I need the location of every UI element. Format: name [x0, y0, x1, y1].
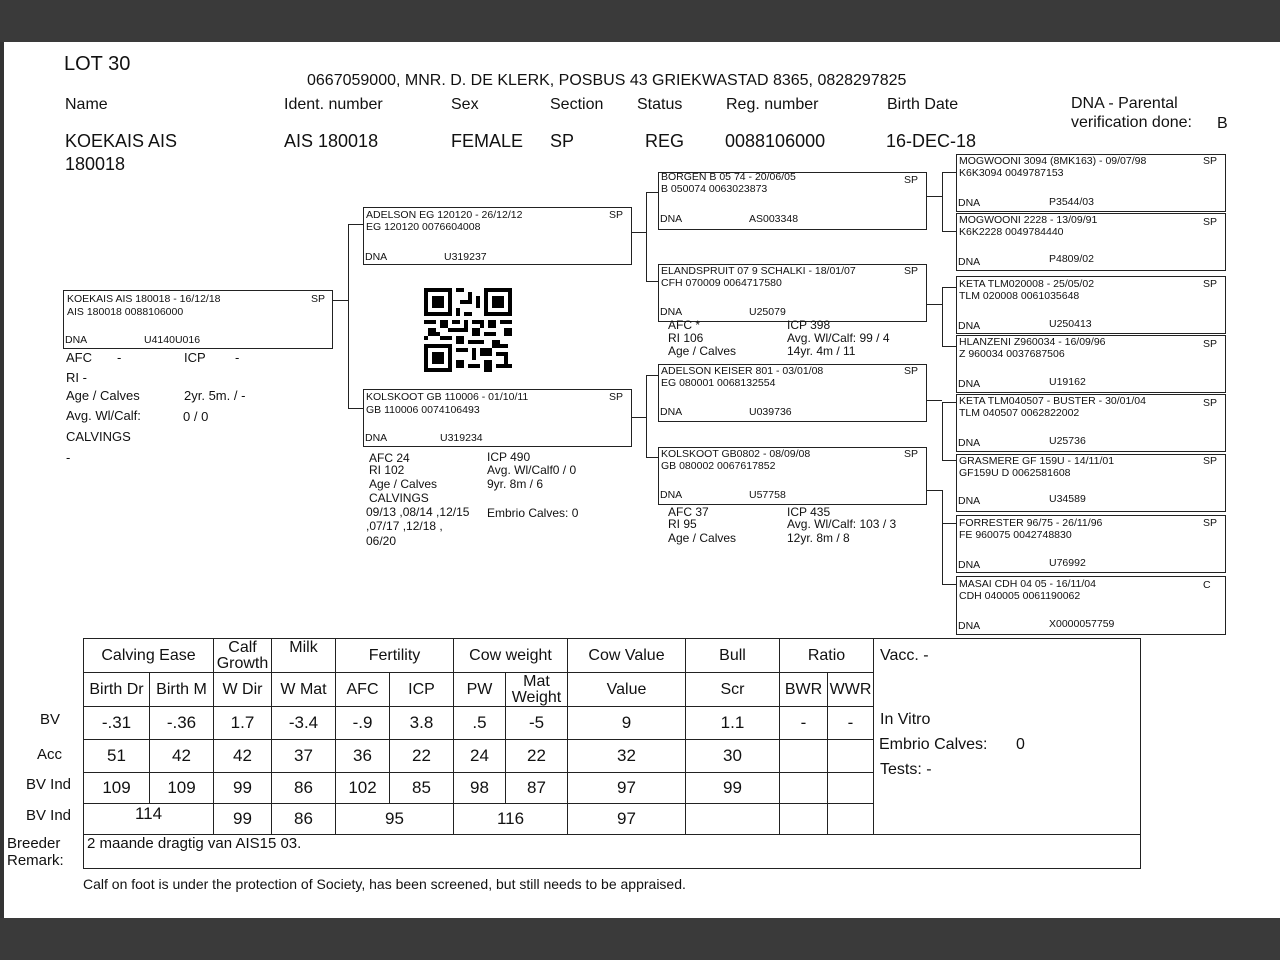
bv-cell: -.36: [150, 707, 214, 740]
gp4-age-label: Age / Calves: [668, 531, 737, 545]
ggp-box-2: MOGWOONI 2228 - 13/09/91 SP K6K2228 0049784440 DNA P4809/02: [956, 213, 1226, 271]
sire-pedigree-box: ADELSON EG 120120 - 26/12/12 SP EG 120120 0076604008 DNA U319237: [363, 207, 632, 265]
dna-verification-value: B: [1217, 115, 1228, 132]
subject-ri: RI -: [66, 370, 87, 385]
acc-cell: 30: [686, 740, 780, 773]
sub-header: ICP: [390, 673, 454, 707]
gp1-icp: ICP 398: [787, 318, 831, 332]
dam-calvings-3: 06/20: [366, 534, 397, 548]
group-cow-weight: Cow weight: [454, 639, 568, 673]
group-cow-value: Cow Value: [568, 639, 686, 673]
bvind2-cell: [686, 804, 780, 835]
sub-header: Birth M: [150, 673, 214, 707]
animal-sex: FEMALE: [451, 131, 524, 151]
bv-cell: -: [828, 707, 874, 740]
dam-age: 9yr. 8m / 6: [487, 477, 544, 491]
header-name: Name: [65, 96, 108, 113]
header-dna-1: DNA - Parental: [1071, 95, 1178, 112]
dam-pedigree-box: KOLSKOOT GB 110006 - 01/10/11 SP GB 110006 0074106493 DNA U319234: [363, 389, 632, 447]
header-section: Section: [550, 96, 604, 113]
bvind-cell: 109: [150, 773, 214, 804]
bv-cell: 3.8: [390, 707, 454, 740]
bv-cell: 1.1: [686, 707, 780, 740]
bv-cell: -.9: [336, 707, 390, 740]
bvind2-cell: 114: [84, 804, 214, 835]
animal-birth: 16-DEC-18: [886, 131, 977, 151]
gp1-afc: AFC *: [668, 318, 701, 332]
lot-number: LOT 30: [64, 53, 131, 75]
top-bar: [0, 0, 1280, 42]
dam-icp: ICP 490: [487, 450, 531, 464]
sub-header: W Dir: [214, 673, 272, 707]
acc-cell: 37: [272, 740, 336, 773]
gp-box-1: BORGEN B 05 74 - 20/06/05 SP B 050074 0063023873 DNA AS003348: [658, 172, 927, 230]
remark-label: Remark:: [7, 852, 64, 869]
ggp-box-4: HLANZENI Z960034 - 16/09/96 SP Z 960034 0037687506 DNA U19162: [956, 335, 1226, 393]
animal-ident: AIS 180018: [284, 131, 379, 151]
group-milk: Milk: [272, 639, 336, 673]
footer-note: Calf on foot is under the protection of Society, has been screened, but still needs to be appraised.: [83, 876, 686, 892]
acc-cell: 24: [454, 740, 506, 773]
dam-calvings-1: 09/13 ,08/14 ,12/15: [366, 505, 470, 519]
bvind-cell: [828, 773, 874, 804]
animal-status: REG: [645, 131, 685, 151]
row-label-bvind: BV Ind: [26, 776, 72, 793]
bv-cell: -5: [506, 707, 568, 740]
embrio-calves-value: 0: [1016, 736, 1025, 753]
dam-embrio: Embrio Calves: 0: [487, 506, 579, 520]
group-bull: Bull: [686, 639, 780, 673]
bvind-cell: 86: [272, 773, 336, 804]
embrio-calves-label: Embrio Calves:: [879, 736, 988, 753]
dam-ri: RI 102: [369, 463, 405, 477]
bvind-cell: 85: [390, 773, 454, 804]
subject-age: 2yr. 5m. / -: [184, 388, 246, 403]
ggp-box-8: MASAI CDH 04 05 - 16/11/04 C CDH 040005 0061190062 DNA X0000057759: [956, 576, 1226, 635]
bvind-cell: 98: [454, 773, 506, 804]
breeding-values-table: [83, 638, 1141, 869]
acc-cell: 51: [84, 740, 150, 773]
gp4-wl: Avg. Wl/Calf: 103 / 3: [787, 517, 897, 531]
bvind2-cell: [780, 804, 828, 835]
gp1-age: 14yr. 4m / 11: [787, 344, 856, 358]
gp4-afc: AFC 37: [668, 505, 709, 519]
sub-header: AFC: [336, 673, 390, 707]
sub-header: BWR: [780, 673, 828, 707]
row-label-bvind-2: BV Ind: [26, 807, 72, 824]
acc-cell: 36: [336, 740, 390, 773]
animal-section: SP: [550, 131, 575, 151]
dam-calvings-2: ,07/17 ,12/18 ,: [366, 519, 443, 533]
dam-afc: AFC 24: [369, 451, 410, 465]
sub-header: Scr: [686, 673, 780, 707]
animal-name: KOEKAIS AIS: [65, 131, 178, 151]
bvind-cell: [780, 773, 828, 804]
group-fertility: Fertility: [336, 639, 454, 673]
subject-age-label: Age / Calves: [66, 388, 140, 403]
bvind-cell: 99: [686, 773, 780, 804]
acc-cell: 22: [506, 740, 568, 773]
bvind-cell: 87: [506, 773, 568, 804]
gp1-wl: Avg. Wl/Calf: 99 / 4: [787, 331, 890, 345]
in-vitro-label: In Vitro: [880, 711, 931, 728]
breeder-remark: 2 maande dragtig van AIS15 03.: [84, 835, 1141, 869]
gp-box-3: ADELSON KEISER 801 - 03/01/08 SP EG 080001 0068132554 DNA U039736: [658, 364, 927, 422]
group-ratio: Ratio: [780, 639, 874, 673]
header-dna-2: verification done:: [1071, 114, 1192, 131]
dam-wl: Avg. Wl/Calf0 / 0: [487, 463, 577, 477]
subject-pedigree-box: KOEKAIS AIS 180018 - 16/12/18 SP AIS 180018 0088106000 DNA U4140U016: [63, 290, 333, 349]
subject-icp-label: ICP: [184, 350, 206, 365]
header-birth: Birth Date: [887, 96, 959, 113]
bvind2-cell: 99: [214, 804, 272, 835]
bvind2-cell: 86: [272, 804, 336, 835]
subject-afc-label: AFC: [66, 350, 92, 365]
bvind2-cell: 116: [454, 804, 568, 835]
subject-calvings: CALVINGS: [66, 429, 131, 444]
owner-line: 0667059000, MNR. D. DE KLERK, POSBUS 43 GRIEKWASTAD 8365, 0828297825: [307, 72, 907, 89]
ggp-box-1: MOGWOONI 3094 (8MK163) - 09/07/98 SP K6K3094 0049787153 DNA P3544/03: [956, 154, 1226, 212]
sub-header: Mat Weight: [506, 673, 568, 707]
subject-afc: -: [117, 350, 122, 365]
acc-cell: 32: [568, 740, 686, 773]
breeder-label: Breeder: [7, 835, 61, 852]
bvind2-cell: [828, 804, 874, 835]
lot-page: [4, 42, 1280, 918]
bvind2-cell: 97: [568, 804, 686, 835]
row-label-acc: Acc: [37, 746, 63, 763]
sub-header: W Mat: [272, 673, 336, 707]
bv-cell: -.31: [84, 707, 150, 740]
group-calf-growth: Calf Growth: [214, 639, 272, 673]
header-ident: Ident. number: [284, 96, 383, 113]
ggp-box-3: KETA TLM020008 - 25/05/02 SP TLM 020008 0061035648 DNA U250413: [956, 276, 1226, 334]
subject-calvings-value: -: [66, 450, 71, 465]
dam-calvings: CALVINGS: [369, 491, 429, 505]
bvind-cell: 109: [84, 773, 150, 804]
sub-header: PW: [454, 673, 506, 707]
qr-code-image: [424, 288, 512, 372]
dam-age-label: Age / Calves: [369, 477, 438, 491]
gp4-age: 12yr. 8m / 8: [787, 531, 850, 545]
ggp-box-5: KETA TLM040507 - BUSTER - 30/01/04 SP TLM 040507 0062822002 DNA U25736: [956, 394, 1226, 452]
subject-icp: -: [235, 350, 240, 365]
gp4-icp: ICP 435: [787, 505, 831, 519]
header-status: Status: [637, 96, 683, 113]
bvind-cell: 102: [336, 773, 390, 804]
bvind-cell: 97: [568, 773, 686, 804]
sub-header: Value: [568, 673, 686, 707]
tests-label: Tests: -: [880, 761, 932, 778]
animal-reg: 0088106000: [725, 131, 826, 151]
right-info-panel: [874, 639, 1141, 835]
header-sex: Sex: [451, 96, 479, 113]
gp1-ri: RI 106: [668, 331, 704, 345]
subject-wl-label: Avg. Wl/Calf:: [66, 408, 141, 423]
acc-cell: 42: [150, 740, 214, 773]
ggp-box-6: GRASMERE GF 159U - 14/11/01 SP GF159U D 0062581608 DNA U34589: [956, 454, 1226, 512]
sub-header: Birth Dr: [84, 673, 150, 707]
sub-header: WWR: [828, 673, 874, 707]
gp-box-2: ELANDSPRUIT 07 9 SCHALKI - 18/01/07 SP CFH 070009 0064717580 DNA U25079: [658, 264, 927, 322]
vacc-label: Vacc. -: [880, 647, 929, 664]
bv-cell: .5: [454, 707, 506, 740]
bvind2-cell: 95: [336, 804, 454, 835]
subject-wl: 0 / 0: [183, 409, 209, 424]
header-reg: Reg. number: [726, 96, 819, 113]
bv-cell: 1.7: [214, 707, 272, 740]
animal-name-2: 180018: [65, 154, 126, 174]
ggp-box-7: FORRESTER 96/75 - 26/11/96 SP FE 960075 0042748830 DNA U76992: [956, 515, 1226, 573]
acc-cell: 22: [390, 740, 454, 773]
gp-box-4: KOLSKOOT GB0802 - 08/09/08 SP GB 080002 0067617852 DNA U57758: [658, 447, 927, 505]
bottom-bar: [0, 918, 1280, 960]
bvind-cell: 99: [214, 773, 272, 804]
gp4-ri: RI 95: [668, 517, 697, 531]
group-calving-ease: Calving Ease: [84, 639, 214, 673]
gp1-age-label: Age / Calves: [668, 344, 737, 358]
acc-cell: [828, 740, 874, 773]
bv-cell: 9: [568, 707, 686, 740]
row-label-bv: BV: [40, 711, 61, 728]
bv-cell: -: [780, 707, 828, 740]
bv-cell: -3.4: [272, 707, 336, 740]
acc-cell: 42: [214, 740, 272, 773]
acc-cell: [780, 740, 828, 773]
